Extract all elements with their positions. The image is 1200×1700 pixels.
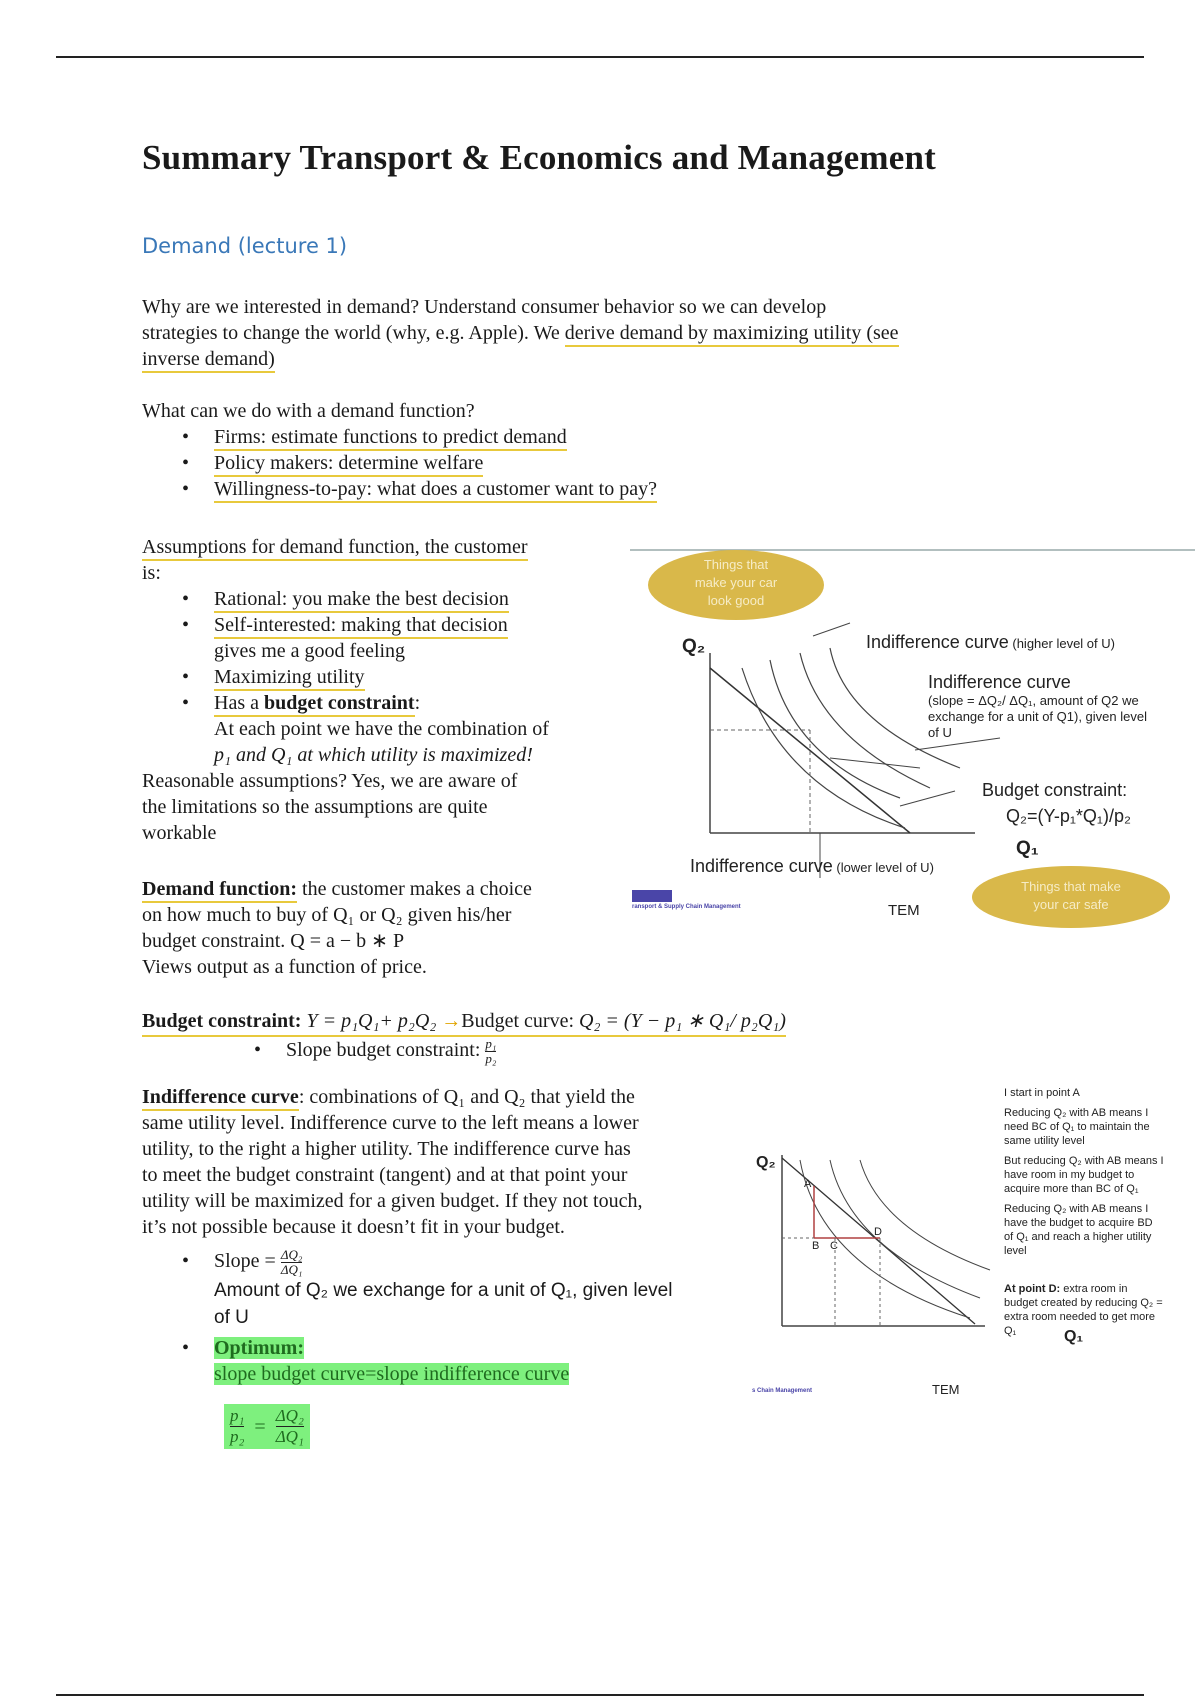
intro-paragraph	[142, 294, 1062, 372]
demand-function-block: Demand function: the customer makes a choice on how much to buy of Q₁ or Q₂ given his/her budget constraint. Q = a − b ∗ P Views output as a function of price.	[142, 878, 532, 978]
assumptions-lead: is:	[142, 562, 161, 584]
uses-lead: What can we do with a demand function?	[142, 400, 475, 422]
list-item: • Optimum: slope budget curve=slope indifference curve	[142, 1335, 762, 1387]
ic-low-label: Indifference curve (lower level of U)	[690, 856, 934, 876]
uses-list	[142, 424, 1042, 502]
slide2-notes: I start in point A Reducing Q₂ with AB means I need BC of Q₁ to maintain the same utility level But reducing Q₂ with AB means I have room in my budget to acquire more than BC of Q₁ Reducing Q₂ with AB means I have the budget to acquire BD of Q₁ and reach a higher utility level At point D: extra room in budget created by reducing Q₂ = extra room needed to get more Q₁	[1004, 1087, 1164, 1337]
budget-constraint-equation: Q₂=(Y-p₁*Q₁)/p₂	[1006, 806, 1131, 826]
intro-line: inverse demand)	[142, 346, 1062, 372]
assumptions-block	[142, 534, 622, 846]
assumptions-list	[142, 586, 622, 768]
cloud-safety-callout: Things that make your car safe	[972, 866, 1170, 928]
point-d: D	[874, 1226, 882, 1238]
budget-block: Budget constraint: Y = p₁Q₁+ p₂Q₂ →Budget curve: Q₂ = (Y − p₁ ∗ Q₁/ p₂Q₁) • Slope budget constraint: $\frac{\text{p₁}}{\text{p₂}}$	[142, 1008, 1042, 1066]
point-a: A	[804, 1178, 812, 1190]
page-title: Summary Transport & Economics and Management	[142, 138, 937, 177]
list-item: • Self-interested: making that decision gives me a good feeling	[142, 612, 622, 664]
assumptions-lead: Assumptions for demand function, the customer	[142, 534, 622, 560]
ic-definition: Indifference curve (slope = ΔQ₂/ ΔQ₁, amount of Q2 we exchange for a unit of Q1), given level of U	[928, 672, 1147, 740]
assumptions-outro: the limitations so the assumptions are quite	[142, 796, 488, 818]
list-item: • Slope budget constraint: $\frac{\text{p₁}}{\text{p₂}}$	[214, 1037, 1042, 1066]
axis-label-q2: Q₂	[756, 1154, 776, 1171]
budget-optimum-figure	[750, 1150, 1000, 1335]
intro-line: strategies to change the world (why, e.g. Apple). We derive demand by maximizing utility (see	[142, 320, 1062, 346]
section-heading: Demand (lecture 1)	[142, 234, 348, 258]
list-item: • Willingness-to-pay: what does a customer want to pay?	[142, 476, 1042, 502]
list-item: • Maximizing utility	[142, 664, 622, 690]
ic-high-label: Indifference curve (higher level of U)	[866, 632, 1115, 652]
list-item: • Firms: estimate functions to predict demand	[142, 424, 1042, 450]
axis-label-q1: Q₁	[1064, 1328, 1084, 1345]
list-item: • Has a budget constraint: At each point we have the combination of p₁ and Q₁ at which utility is maximized!	[142, 690, 622, 768]
indifference-label: Indifference curve	[142, 1086, 299, 1111]
intro-line: Why are we interested in demand? Understand consumer behavior so we can develop	[142, 296, 827, 318]
point-b: B	[812, 1240, 820, 1252]
optimum-equation: $\frac{\text{p₁}}{\text{p₂}}$ = $\frac{\text{ΔQ₂}}{\text{ΔQ₁}}$	[224, 1404, 310, 1449]
list-item: • Slope = $\frac{\text{ΔQ₂}}{\text{ΔQ₁}}$ Amount of Q₂ we exchange for a unit of Q₁, given level of U	[142, 1248, 762, 1331]
slide-footer: TEM	[932, 1382, 960, 1397]
assumptions-outro: Reasonable assumptions? Yes, we are aware of	[142, 770, 518, 792]
axis-label-q1: Q₁	[1016, 838, 1039, 859]
slide-logo: s Chain Management	[752, 1388, 813, 1394]
point-c: C	[830, 1240, 838, 1252]
budget-constraint-label: Budget constraint:	[982, 780, 1128, 800]
slide-footer: TEM	[888, 902, 920, 919]
demand-function-label: Demand function:	[142, 878, 297, 903]
axis-label-q2: Q₂	[682, 636, 706, 657]
indifference-block: Indifference curve: combinations of Q₁ and Q₂ that yield the same utility level. Indifference curve to the left means a lower utility, to the right a higher utility. The indifference curve has to meet the budget constraint (tangent) and at that point your utility will be maximized for a given budget. If they not touch, it’s not possible because it doesn’t fit in your budget. • Slope = $\frac{\text{ΔQ₂}}{\text{ΔQ₁}}$ Amount of Q₂ we exchange for a unit of Q₁, given level of U • Optimum: slope budget curve=slope indifference curve $\frac{\text{p₁}}{\text{p₂}}$ = $\frac{\text{ΔQ₂}}{\text{ΔQ₁}}$	[142, 1084, 762, 1387]
list-item: • Policy makers: determine welfare	[142, 450, 1042, 476]
cloud-looks-callout: Things that make your car look good	[648, 550, 824, 620]
list-item: • Rational: you make the best decision	[142, 586, 622, 612]
slide-logo: ransport & Supply Chain Management	[632, 890, 741, 910]
assumptions-outro: workable	[142, 822, 217, 844]
footer-rule	[56, 1694, 1144, 1696]
header-rule	[56, 56, 1144, 58]
budget-label: Budget constraint:	[142, 1010, 302, 1032]
uses-block	[142, 398, 1042, 502]
